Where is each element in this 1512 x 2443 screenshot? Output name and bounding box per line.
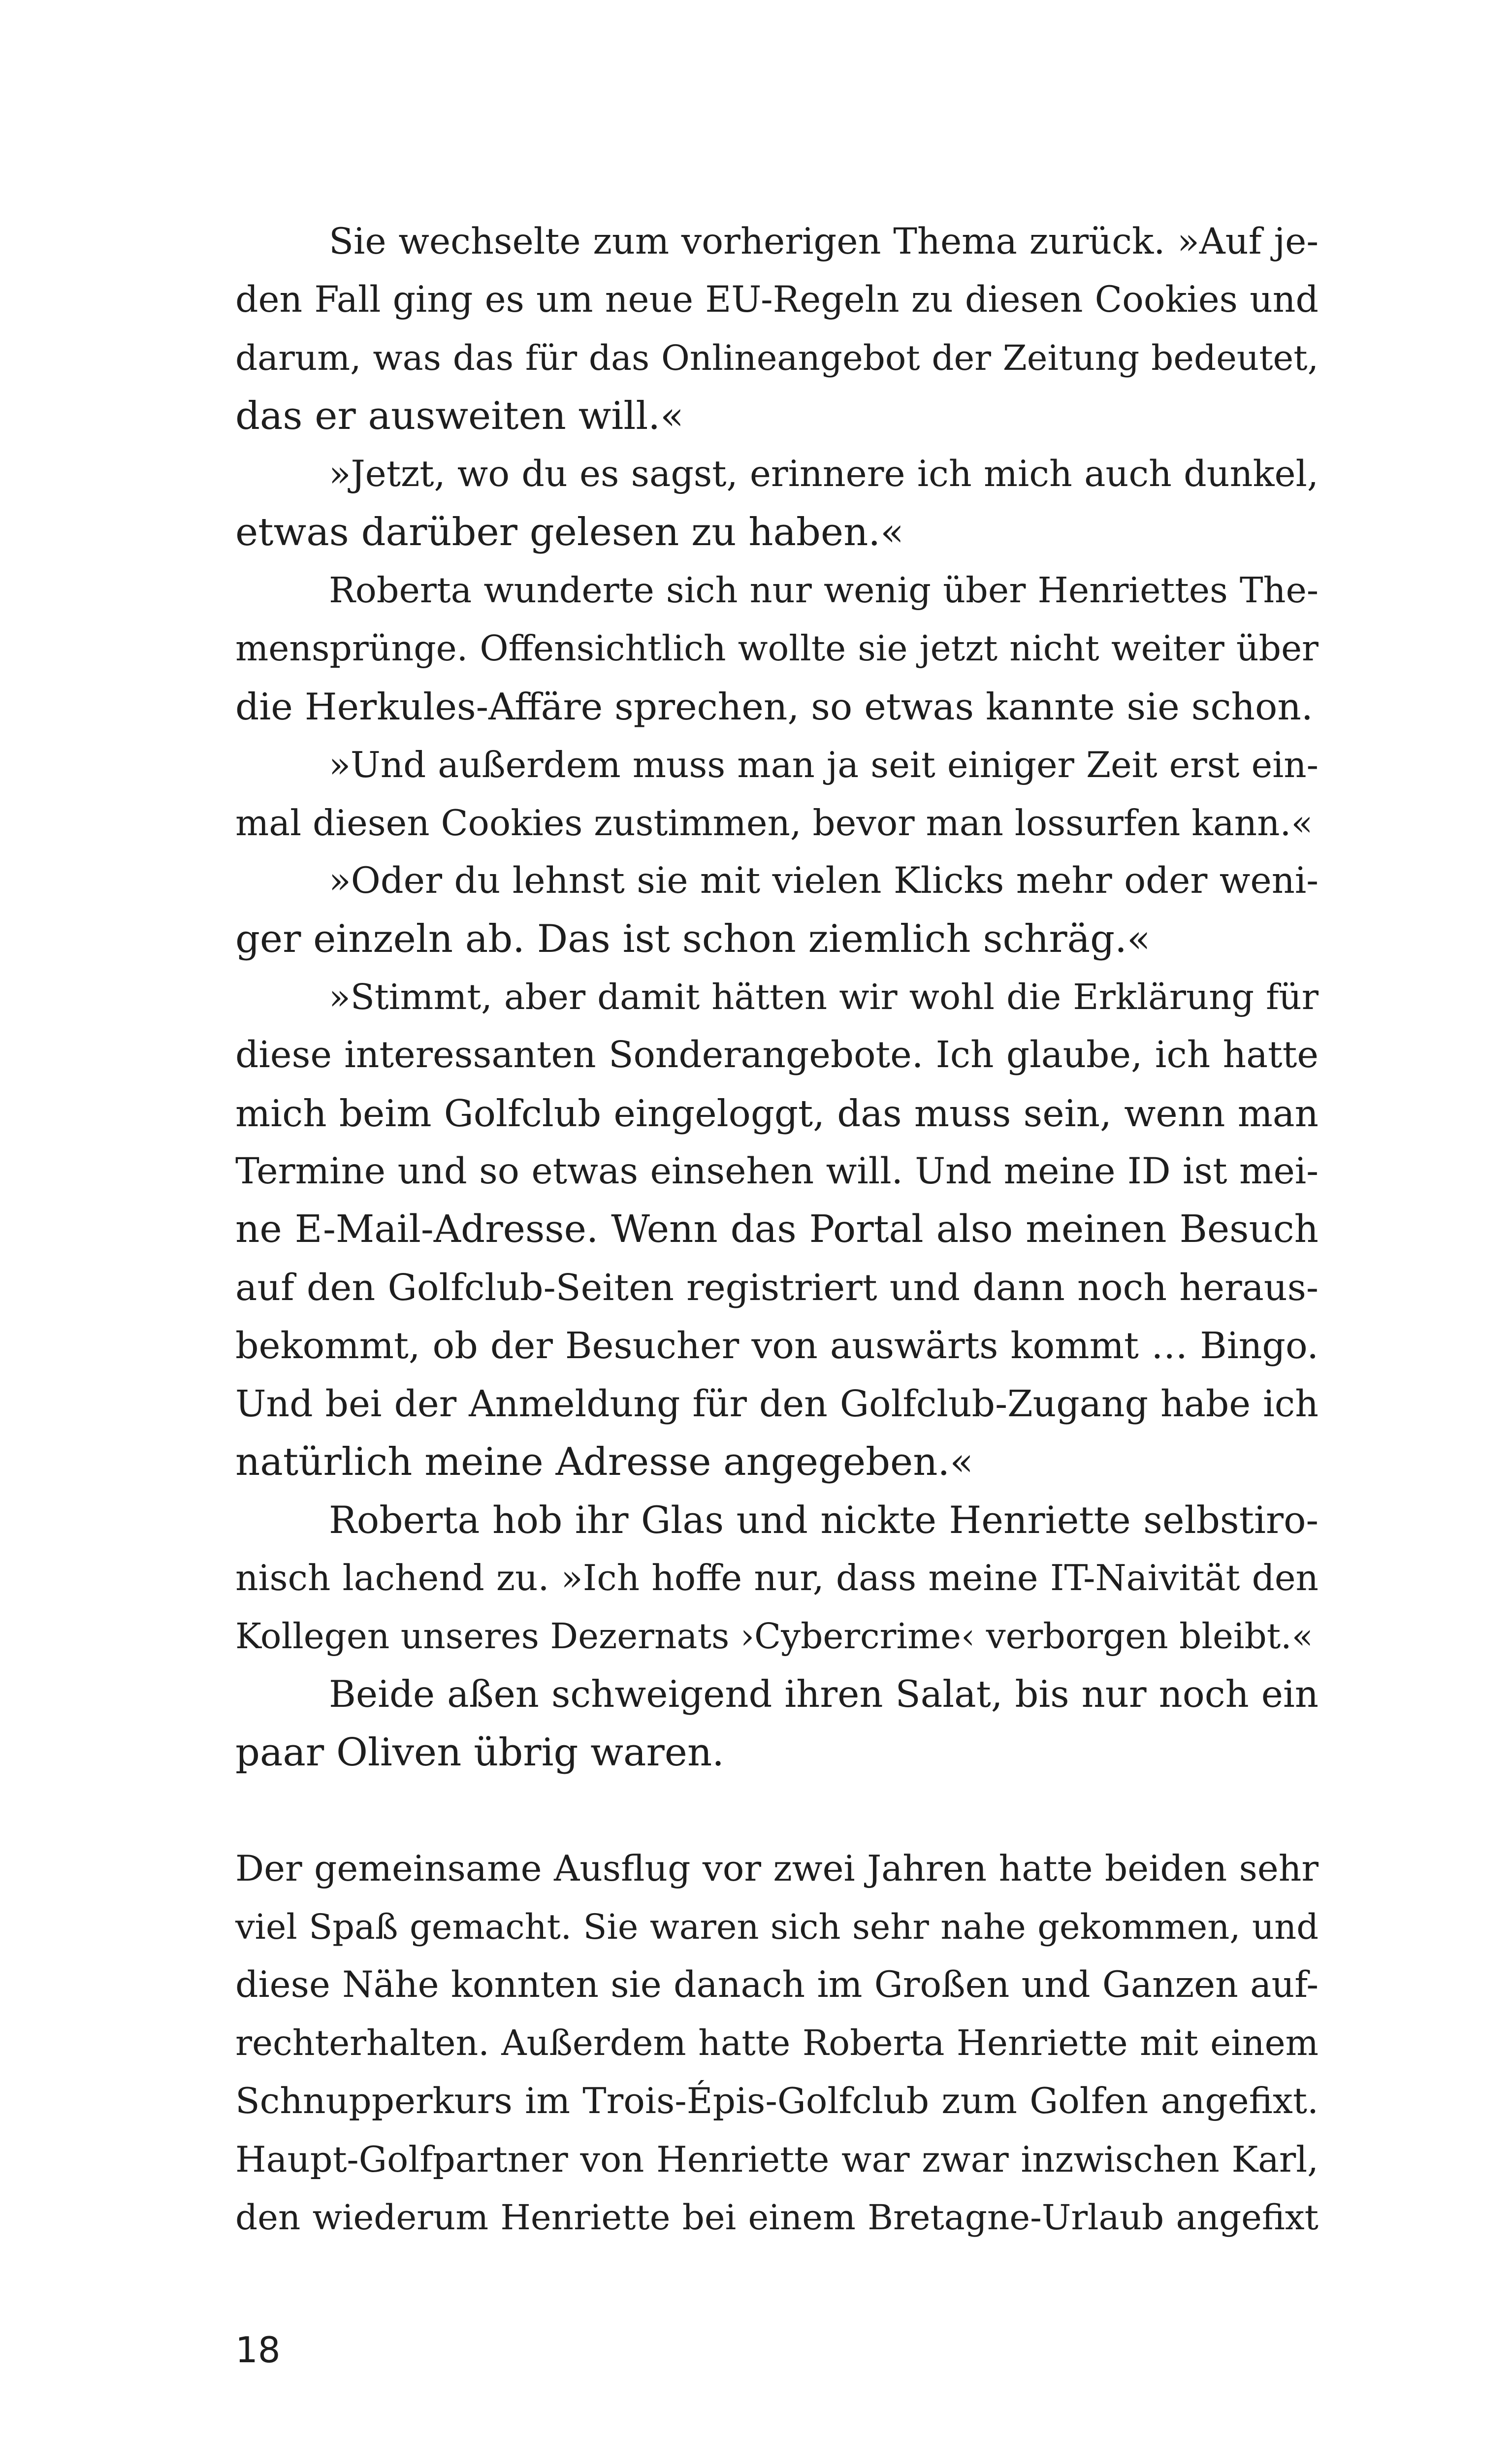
- text-line: diese Nähe konnten sie danach im Großen und Ganzen auf-: [235, 1964, 1319, 2006]
- text-line: viel Spaß gemacht. Sie waren sich sehr nahe gekommen, und: [235, 1907, 1319, 1947]
- text-line: auf den Golfclub-Seiten registriert und dann noch heraus-: [235, 1266, 1319, 1309]
- text-line: Haupt-Golfpartner von Henriette war zwar inzwischen Karl,: [235, 2139, 1319, 2180]
- text-line: natürlich meine Adresse angegeben.«: [235, 1440, 973, 1484]
- text-line: bekommt, ob der Besucher von auswärts kommt … Bingo.: [235, 1324, 1319, 1367]
- text-line: diese interessanten Sonderangebote. Ich glaube, ich hatte: [235, 1034, 1319, 1076]
- text-line: mich beim Golfclub eingeloggt, das muss sein, wenn man: [235, 1092, 1319, 1135]
- text-line: Kollegen unseres Dezernats ›Cybercrime‹ verborgen bleibt.«: [235, 1616, 1313, 1657]
- text-line: rechterhalten. Außerdem hatte Roberta Henriette mit einem: [235, 2022, 1319, 2063]
- text-line: »Oder du lehnst sie mit vielen Klicks mehr oder weni-: [329, 860, 1319, 902]
- text-line: »Jetzt, wo du es sagst, erinnere ich mich auch dunkel,: [329, 453, 1319, 495]
- text-line: die Herkules-Affäre sprechen, so etwas kannte sie schon.: [235, 685, 1313, 728]
- text-line: mensprünge. Offensichtlich wollte sie jetzt nicht weiter über: [235, 628, 1319, 669]
- text-line: Beide aßen schweigend ihren Salat, bis nur noch ein: [329, 1673, 1319, 1716]
- text-line: ne E-Mail-Adresse. Wenn das Portal also meinen Besuch: [235, 1207, 1319, 1251]
- text-line: ger einzeln ab. Das ist schon ziemlich schräg.«: [235, 917, 1151, 961]
- text-line: darum, was das für das Onlineangebot der Zeitung bedeutet,: [235, 338, 1319, 378]
- text-line: Sie wechselte zum vorherigen Thema zurück. »Auf je-: [329, 221, 1319, 262]
- text-line: Der gemeinsame Ausflug vor zwei Jahren hatte beiden sehr: [235, 1848, 1319, 1889]
- text-line: Roberta wunderte sich nur wenig über Henriettes The-: [329, 570, 1319, 611]
- text-line: »Und außerdem muss man ja seit einiger Zeit erst ein-: [329, 744, 1319, 785]
- page-number: 18: [235, 2329, 281, 2371]
- text-line: »Stimmt, aber damit hätten wir wohl die Erklärung für: [329, 977, 1319, 1017]
- text-line: mal diesen Cookies zustimmen, bevor man lossurfen kann.«: [235, 802, 1313, 844]
- text-line: nisch lachend zu. »Ich hoffe nur, dass meine IT-Naivität den: [235, 1558, 1319, 1599]
- text-line: Und bei der Anmeldung für den Golfclub-Zugang habe ich: [235, 1383, 1319, 1425]
- text-line: Roberta hob ihr Glas und nickte Henriette selbstiro-: [329, 1498, 1319, 1542]
- text-line: Termine und so etwas einsehen will. Und meine ID ist mei-: [235, 1150, 1319, 1192]
- text-line: das er ausweiten will.«: [235, 394, 684, 438]
- text-line: den Fall ging es um neue EU-Regeln zu diesen Cookies und: [235, 279, 1319, 321]
- text-line: Schnupperkurs im Trois-Épis-Golfclub zum Golfen angefixt.: [235, 2081, 1319, 2122]
- text-line: paar Oliven übrig waren.: [235, 1730, 724, 1775]
- text-line: etwas darüber gelesen zu haben.«: [235, 510, 904, 554]
- text-line: den wiederum Henriette bei einem Bretagne-Urlaub angefixt: [235, 2197, 1319, 2238]
